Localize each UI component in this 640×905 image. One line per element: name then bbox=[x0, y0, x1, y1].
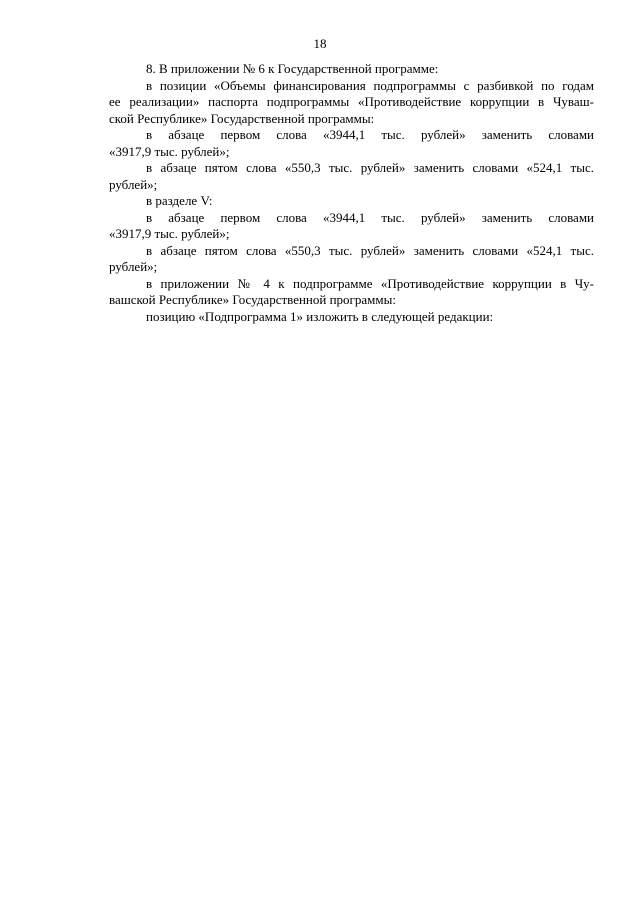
paragraph-line: рублей»; bbox=[109, 176, 158, 192]
paragraph-line: «3917,9 тыс. рублей»; bbox=[109, 226, 230, 241]
paragraph-line: в позиции «Объемы финансирования подпрограммы с разбивкой по годам bbox=[146, 77, 594, 93]
document-body bbox=[109, 61, 594, 325]
paragraph-line: «3917,9 тыс. рублей»; bbox=[109, 143, 230, 159]
paragraph-line: ской Республике» Государственной программы: bbox=[109, 110, 375, 126]
page-number: 18 bbox=[313, 36, 327, 51]
paragraph-line: позицию «Подпрограмма 1» изложить в следующей редакции: bbox=[146, 308, 494, 324]
paragraph-line: в абзаце первом слова «3944,1 тыс. рублей» заменить словами bbox=[146, 209, 594, 225]
paragraph-line: в абзаце первом слова «3944,1 тыс. рублей» заменить словами bbox=[146, 127, 594, 142]
paragraph-line: в абзаце пятом слова «550,3 тыс. рублей» заменить словами «524,1 тыс. bbox=[146, 242, 594, 258]
paragraph-line: ее реализации» паспорта подпрограммы «Противодействие коррупции в Чуваш- bbox=[109, 94, 594, 109]
paragraph-line: 8. В приложении № 6 к Государственной программе: bbox=[146, 61, 439, 76]
paragraph-line: рублей»; bbox=[109, 259, 158, 274]
paragraph-line: в приложении № 4 к подпрограмме «Противодействие коррупции в Чу- bbox=[146, 275, 594, 291]
paragraph-line: в абзаце пятом слова «550,3 тыс. рублей» заменить словами «524,1 тыс. bbox=[146, 160, 594, 175]
paragraph-line: в разделе V: bbox=[146, 193, 213, 208]
paragraph-line: вашской Республике» Государственной программы: bbox=[109, 292, 396, 307]
